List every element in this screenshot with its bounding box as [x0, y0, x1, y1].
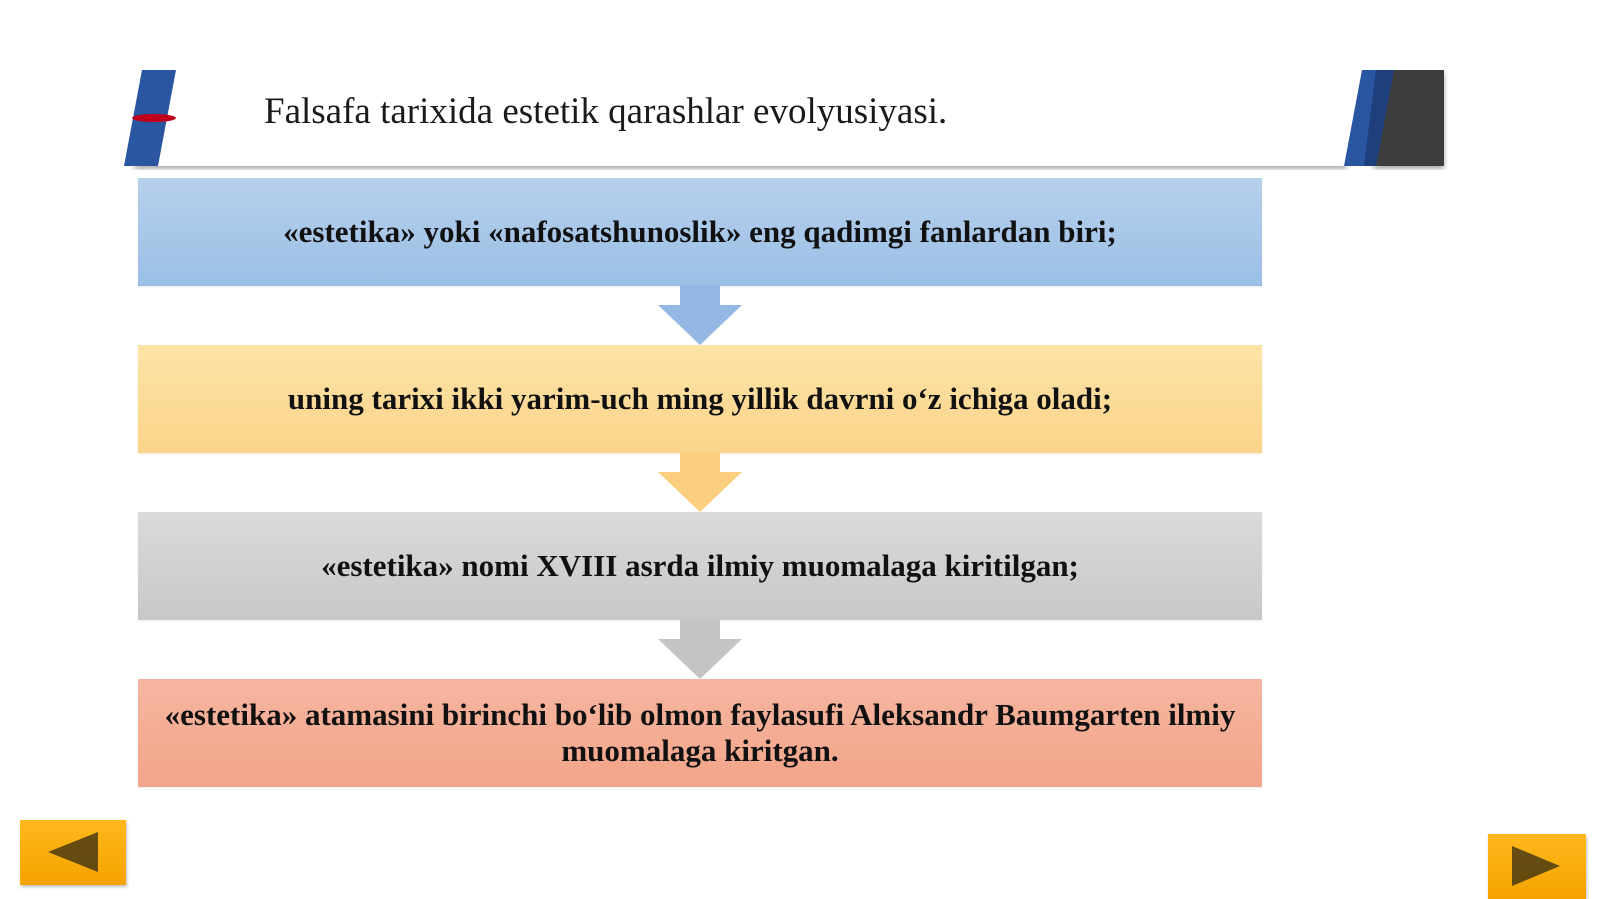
- triangle-left-icon: [20, 820, 126, 885]
- down-arrow-icon: [658, 285, 742, 345]
- slide-title: Falsafa tarixida estetik qarashlar evolyusiyasi.: [264, 91, 948, 132]
- flow-box-4-text: «estetika» atamasini birinchi bo‘lib olmon faylasufi Aleksandr Baumgarten ilmiy muomalaga kiritgan.: [164, 697, 1236, 768]
- flow-box-2: [138, 345, 1262, 453]
- down-arrow-icon: [658, 452, 742, 512]
- flow-box-3-text: «estetika» nomi XVIII asrda ilmiy muomalaga kiritilgan;: [321, 548, 1079, 583]
- next-slide-button[interactable]: [1488, 834, 1586, 899]
- flow-box-1: [138, 178, 1262, 286]
- flow-box-1-text: «estetika» yoki «nafosatshunoslik» eng qadimgi fanlardan biri;: [283, 214, 1117, 249]
- flow-box-2-text: uning tarixi ikki yarim-uch ming yillik davrni o‘z ichiga oladi;: [287, 381, 1113, 416]
- title-banner: [124, 70, 1468, 170]
- red-accent-mark: [132, 114, 176, 122]
- triangle-right-icon: [1488, 834, 1586, 899]
- previous-slide-button[interactable]: [20, 820, 126, 885]
- flow-box-4: [138, 679, 1262, 787]
- down-arrow-icon: [658, 619, 742, 679]
- flow-box-3: [138, 512, 1262, 620]
